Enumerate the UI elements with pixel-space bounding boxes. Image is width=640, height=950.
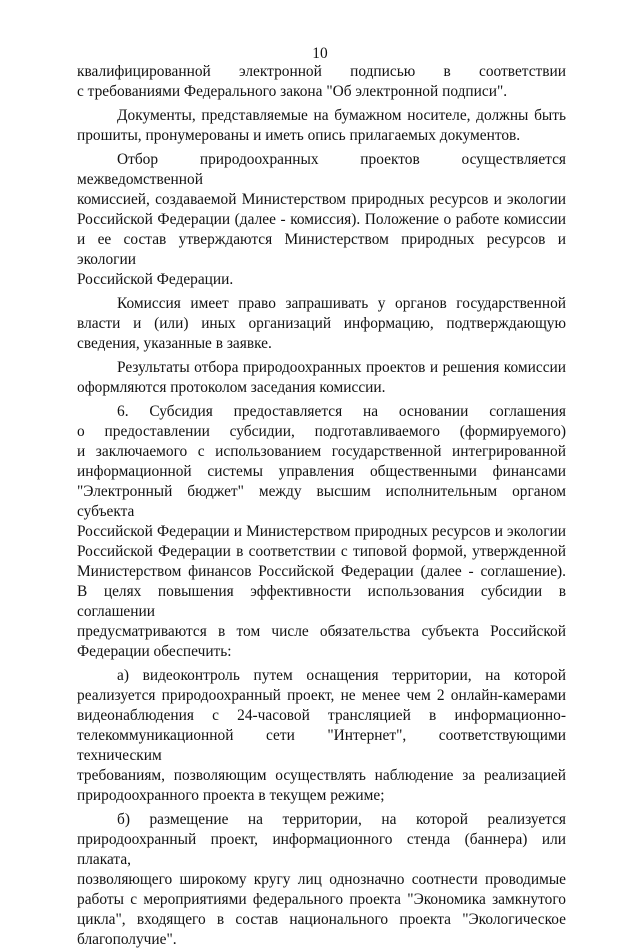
paragraph-p8: [77, 810, 566, 950]
text-line: телекоммуникационной сети "Интернет", соответствующими техническим: [77, 727, 566, 764]
text-line: Комиссия имеет право запрашивать у органов государственной: [117, 295, 566, 312]
text-line: позволяющего широкому кругу лиц однозначно соотнести проводимые: [77, 871, 566, 888]
text-line: цикла", входящего в состав национального проекта "Экологическое: [77, 911, 566, 928]
text-line: видеонаблюдения с 24-часовой трансляцией в информационно-: [77, 707, 566, 724]
paragraph-p2: [77, 106, 566, 146]
text-line: Федерации обеспечить:: [77, 643, 232, 660]
text-line: "Электронный бюджет" между высшим исполнительным органом субъекта: [77, 483, 566, 520]
text-line: требованиям, позволяющим осуществлять наблюдение за реализацией: [77, 767, 566, 784]
text-line: и ее состав утверждаются Министерством природных ресурсов и экологии: [77, 231, 566, 268]
text-line: Российской Федерации и Министерством природных ресурсов и экологии: [77, 523, 566, 540]
text-line: реализуется природоохранный проект, не менее чем 2 онлайн-камерами: [77, 687, 566, 704]
text-line: благополучие".: [77, 931, 177, 948]
text-line: Российской Федерации в соответствии с типовой формой, утвержденной: [77, 543, 566, 560]
text-line: сведения, указанные в заявке.: [77, 335, 272, 352]
text-line: природоохранный проект, информационного стенда (баннера) или плаката,: [77, 831, 566, 868]
paragraph-p1: [77, 62, 566, 102]
text-line: информационной системы управления общественными финансами: [77, 463, 566, 480]
paragraph-p4: [77, 294, 566, 354]
text-line: Отбор природоохранных проектов осуществляется межведомственной: [77, 151, 566, 188]
paragraph-p6: [77, 402, 566, 662]
text-line: В целях повышения эффективности использования субсидии в соглашении: [77, 583, 566, 620]
text-line: власти и (или) иных организаций информацию, подтверждающую: [77, 315, 566, 332]
text-line: Российской Федерации (далее - комиссия). Положение о работе комиссии: [77, 211, 566, 228]
document-body: [77, 62, 566, 950]
text-line: с требованиями Федерального закона "Об электронной подписи".: [77, 83, 508, 100]
paragraph-p7: [77, 666, 566, 806]
text-line: предусматриваются в том числе обязательства субъекта Российской: [77, 623, 566, 640]
text-line: прошиты, пронумерованы и иметь опись прилагаемых документов.: [77, 127, 521, 144]
text-line: комиссией, создаваемой Министерством природных ресурсов и экологии: [77, 191, 566, 208]
text-line: а) видеоконтроль путем оснащения территории, на которой: [117, 667, 566, 684]
text-line: природоохранного проекта в текущем режиме;: [77, 787, 385, 804]
text-line: и заключаемого с использованием государственной интегрированной: [77, 443, 566, 460]
text-line: Документы, представляемые на бумажном носителе, должны быть: [117, 107, 566, 124]
text-line: Результаты отбора природоохранных проектов и решения комиссии: [117, 359, 566, 376]
page-number: 10: [312, 45, 328, 62]
text-line: о предоставлении субсидии, подготавливаемого (формируемого): [77, 423, 566, 440]
text-line: Министерством финансов Российской Федерации (далее - соглашение).: [77, 563, 566, 580]
text-line: б) размещение на территории, на которой реализуется: [117, 811, 566, 828]
text-line: квалифицированной электронной подписью в соответствии: [77, 63, 566, 80]
text-line: Российской Федерации.: [77, 271, 234, 288]
paragraph-p3: [77, 150, 566, 290]
paragraph-p5: [77, 358, 566, 398]
text-line: оформляются протоколом заседания комиссии.: [77, 379, 386, 396]
text-line: работы с мероприятиями федерального проекта "Экономика замкнутого: [77, 891, 566, 908]
text-line: 6. Субсидия предоставляется на основании соглашения: [117, 403, 566, 420]
